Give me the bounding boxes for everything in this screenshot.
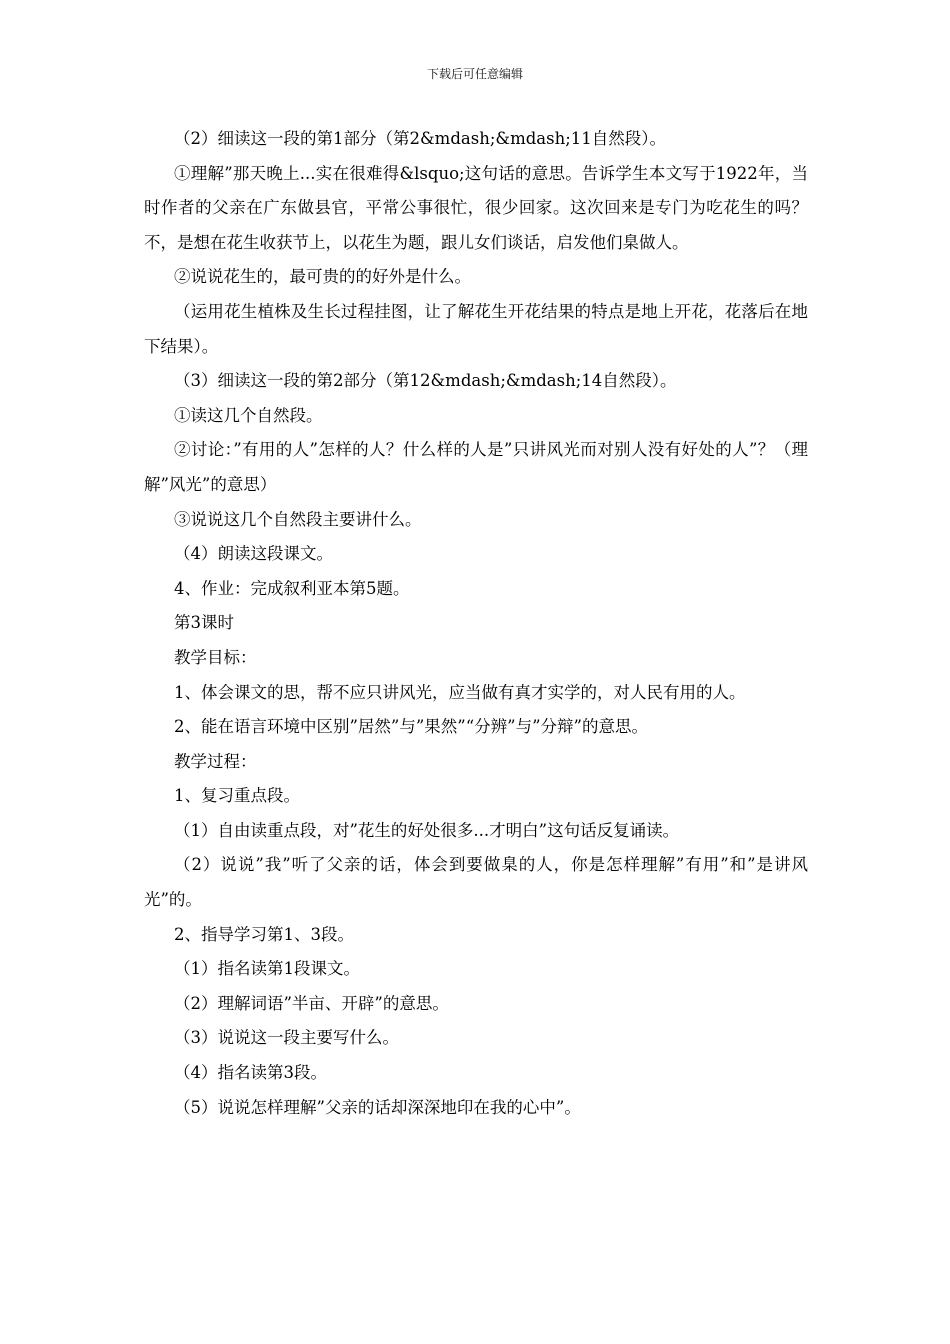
paragraph: ②说说花生的，最可贵的的好外是什么。 (174, 267, 471, 287)
paragraph: （4）指名读第3段。 (174, 1063, 327, 1083)
subheading: 教学过程： (174, 751, 257, 771)
paragraph: （5）说说怎样理解”父亲的话却深深地印在我的心中”。 (174, 1097, 581, 1117)
paragraph: 2、能在语言环境中区别”居然”与”果然”“分辨”与”分辩”的意思。 (174, 717, 648, 737)
paragraph: （1）指名读第1段课文。 (174, 959, 360, 979)
page-header: 下载后可任意编辑 (426, 67, 523, 81)
paragraph: （2）细读这一段的第1部分（第2&mdash;&mdash;11自然段）。 (174, 129, 667, 148)
paragraph: （3）细读这一段的第2部分（第12&mdash;&mdash;14自然段）。 (174, 371, 677, 391)
paragraph: 1、复习重点段。 (174, 786, 300, 806)
paragraph: ②讨论：”有用的人”怎样的人？什么样的人是”只讲风光而对别人没有好处的人”？（理解”风光”的意思） (144, 440, 808, 494)
section-title: 第3课时 (174, 613, 234, 633)
paragraph: （4）朗读这段课文。 (174, 544, 333, 564)
paragraph: ③说说这几个自然段主要讲什么。 (174, 509, 422, 529)
paragraph: 2、指导学习第1、3段。 (174, 924, 354, 944)
document-body (144, 122, 808, 1125)
paragraph: 1、体会课文的思，帮不应只讲风光，应当做有真才实学的，对人民有用的人。 (174, 682, 746, 702)
paragraph: （2）理解词语”半亩、开辟”的意思。 (174, 993, 449, 1013)
paragraph: （2）说说”我”听了父亲的话，体会到要做臬的人，你是怎样理解”有用”和”是讲风光”的。 (144, 855, 808, 910)
paragraph: （1）自由读重点段，对”花生的好处很多...才明白”这句话反复诵读。 (174, 820, 680, 840)
paragraph: （3）说说这一段主要写什么。 (174, 1028, 399, 1048)
paragraph: ①理解”那天晚上...实在很难得&lsquo;这句话的意思。告诉学生本文写于1922年，当时作者的父亲在广东做县官，平常公事很忙，很少回家。这次回来是专门为吃花生的吗？不，是想在花生收获节上，以花生为题，跟儿女们谈话，启发他们臬做人。 (144, 163, 808, 252)
paragraph: 4、作业：完成叙利亚本第5题。 (174, 578, 410, 598)
paragraph: ①读这几个自然段。 (174, 405, 323, 425)
subheading: 教学目标： (174, 647, 257, 667)
paragraph: （运用花生植株及生长过程挂图，让了解花生开花结果的特点是地上开花，花落后在地下结果）。 (144, 301, 808, 356)
